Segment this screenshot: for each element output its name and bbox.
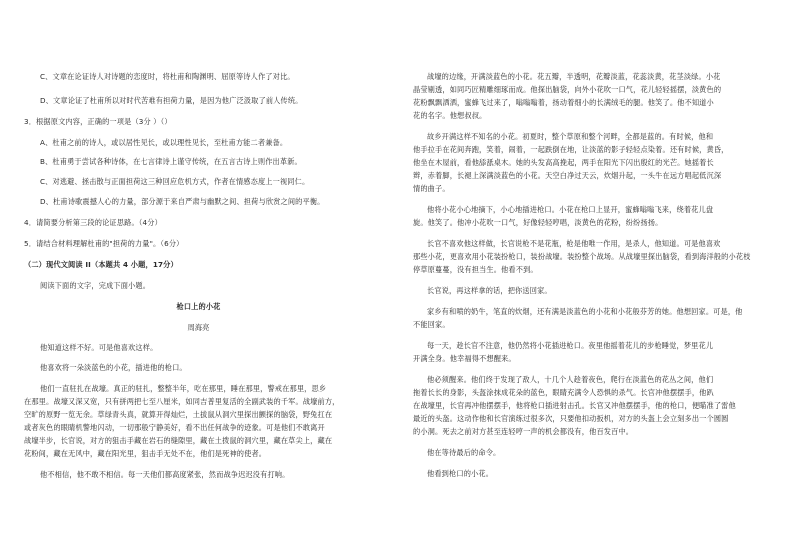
- question-5: 5．请结合材料理解杜甫的"担荷的力量"。（6分）: [24, 239, 184, 248]
- paragraph-3-line: 在那里。战壕又深又宽，只有拼两把七至八厘米，如同吉普里复活的全副武装的千军。战壕前方，: [24, 397, 340, 406]
- paragraph-10-line: 不能回家。: [413, 320, 450, 329]
- paragraph-8-line: 停草原蔓蔓，没有担当生。他看不到。: [413, 265, 538, 274]
- question-4: 4．请简要分析第三段的论证思路。（4分）: [24, 218, 162, 227]
- reading-instruction: 阅读下面的文字，完成下面小题。: [40, 281, 151, 290]
- paragraph-8-line: 那些小花，更喜欢用小花装扮枪口，装扮战壕。装扮整个战场。从战壕里探出脑袋，看到海洋般的小花枝: [413, 252, 751, 261]
- paragraph-1: 他知道这样不好。可是他喜欢这样。: [40, 343, 158, 352]
- paragraph-5-line: 花粉飘飘洒洒，蜜蜂飞过来了，嗡嗡嗡着，扬动着细小的长满绒毛的腿。他笑了。他不知道小: [413, 98, 714, 107]
- paragraph-7-line: 他将小花小心地摘下，小心地插进枪口。小花在枪口上显开，蜜蜂嗡嗡飞来，绕着花儿盘: [427, 205, 714, 214]
- paragraph-9: 长官说，再这样拿的话，把你送回家。: [427, 286, 552, 295]
- paragraph-14: 他看到枪口的小花。: [427, 469, 494, 478]
- paragraph-8-line: 长官不喜欢他这样做，长官说枪不是花瓶，枪是他唯一作用，是杀人，他知道。可是他喜欢: [427, 239, 721, 248]
- story-author: 周海亮: [187, 323, 210, 332]
- paragraph-3-line: 战壕半步，长官说，对方的狙击手藏在岩石的缝隙里，藏在土拨鼠的洞穴里，藏在草尖上，藏在: [24, 436, 333, 445]
- paragraph-5-line: 花的名字。他想叔叔。: [413, 111, 487, 120]
- paragraph-6-line: 情的曲子。: [413, 184, 450, 193]
- paragraph-11-line: 每一天，趁长官不注意，他仍然将小花插进枪口。夜里他摇着花儿的步枪睡觉，梦里花儿: [427, 341, 714, 350]
- paragraph-3-line: 花粉间，藏在无风中，藏在阳光里，狙击手无处不在，他们是死神的使者。: [24, 449, 267, 458]
- question-3: 3．根据原文内容，正确的一项是（3分 ）（）: [24, 117, 172, 126]
- paragraph-3-line: 或者灰色的眼睛机警地闪动，一切那般宁静美好，看不出任何战争的迹象。可是他们不敢离开: [24, 423, 325, 432]
- q3-option-b: B、杜甫勇于尝试各种诗体，在七言律诗上谨守传统，在五言古诗上则作出革新。: [40, 157, 302, 166]
- paragraph-5-line: 战壕的边缘，开满淡蓝色的小花。花五瓣，半透明，花瓣淡蓝，花蕊淡黄，花茎淡绿。小花: [427, 72, 721, 81]
- paragraph-6-line: 辫，赤着脚，长褪上深满淡蓝色的小花。天空白净过天云，炊烟升起，一头牛在远方唱起低沉深: [413, 171, 722, 180]
- paragraph-11-line: 开满全身。他幸福得不想醒来。: [413, 354, 516, 363]
- paragraph-6-line: 故乡开满这样不知名的小花。初夏时，整个草原和整个河畔，全都是蓝的。有时候，他和: [427, 132, 714, 141]
- paragraph-6-line: 他坐在木屋前，看他舔舐桌木。她的头发高高挽起，两手在阳光下闪出殷红的光芒。她摇着长: [413, 158, 714, 167]
- q3-option-c: C、对逃避、拯击散与正面担荷这三种回应危机方式，作者在情感态度上一视同仁。: [40, 177, 310, 186]
- paragraph-6-line: 他手拉手在花间奔跑，笑着，闹着，一起跌倒在地，让淡蓝的影子轻轻点染着。还有时候，黄昏，: [413, 145, 729, 154]
- paragraph-12-line: 最近的头盔。这动作他和长官演练过很多次，只要他扣动扳机，对方的头盔上会立刻多出一个圆圆: [413, 414, 729, 423]
- paragraph-13: 他在等待最后的命令。: [427, 448, 501, 457]
- paragraph-12-line: 他必须醒来。他们终于发现了敌人，十几个人趁着夜色，爬行在淡蓝色的花丛之间，他们: [427, 375, 714, 384]
- q3-option-a: A、杜甫之前的诗人，或以居性见长，或以理性见长，至杜甫方能二者兼备。: [40, 138, 288, 147]
- paragraph-5-line: 晶莹剔透，如同巧匠精雕细琢而成。他探出脑袋，向外小花吹一口气，花儿轻轻摇摆，淡黄色的: [413, 85, 722, 94]
- paragraph-3-line: 空旷的原野一览无余。草绿青头真，就算开得灿烂，土拔鼠从洞穴里探出颤探的脑袋，野兔扛在: [24, 410, 333, 419]
- option-c: C、文章在论证诗人对诗题的恋度时，将杜甫和陶渊明、屈原等诗人作了对比。: [40, 72, 295, 81]
- option-d: D、文章论证了杜甫所以对时代苦难有担荷力量，是因为他广泛汲取了前人传统。: [40, 96, 303, 105]
- section-heading: （二）现代文阅读 II（本题共 4 小题，17分）: [24, 260, 178, 269]
- paragraph-12-line: 的小洞。死去之前对方甚至连轻哼一声的机会都没有，他百发百中。: [413, 427, 634, 436]
- paragraph-12-line: 在战壕里，长官再冲他摆摆手，他将枪口插进射击孔。长官又冲他摆摆手，他的枪口，便瞄准了雷他: [413, 401, 736, 410]
- paragraph-10-line: 家乡有和喷的奶牛，笔直的炊烟，还有满是淡蓝色的小花和小花般芬芳的她。他想回家。可是，他: [427, 307, 743, 316]
- paragraph-4: 他不相信，他不敢不相信。每一天他们都高度紧张，然而战争迟迟没有打响。: [40, 470, 290, 479]
- paragraph-3-line: 他们一直驻扎在战壕。真正的驻扎，整整半年，吃在那里，睡在那里，警戒在那里，思乡: [40, 384, 327, 393]
- paragraph-2: 他喜欢将一朵淡蓝色的小花，插进他的枪口。: [40, 363, 187, 372]
- story-title: 枪口上的小花: [176, 302, 221, 311]
- paragraph-7-line: 旋。他笑了。他冲小花吹一口气，好像轻轻哼唱，淡黄色的花粉，纷纷扬扬。: [413, 218, 663, 227]
- q3-option-d: D、杜甫诗歌震撼人心的力量，部分源于来自严肃与幽默之间、担荷与欣赏之间的平衡。: [40, 197, 325, 206]
- paragraph-12-line: 拖着长长的身影，头盔涂抹成花朵的蓝色，眼睛充满令人恐惧的杀气。长官冲他摆摆手，他趴: [413, 388, 714, 397]
